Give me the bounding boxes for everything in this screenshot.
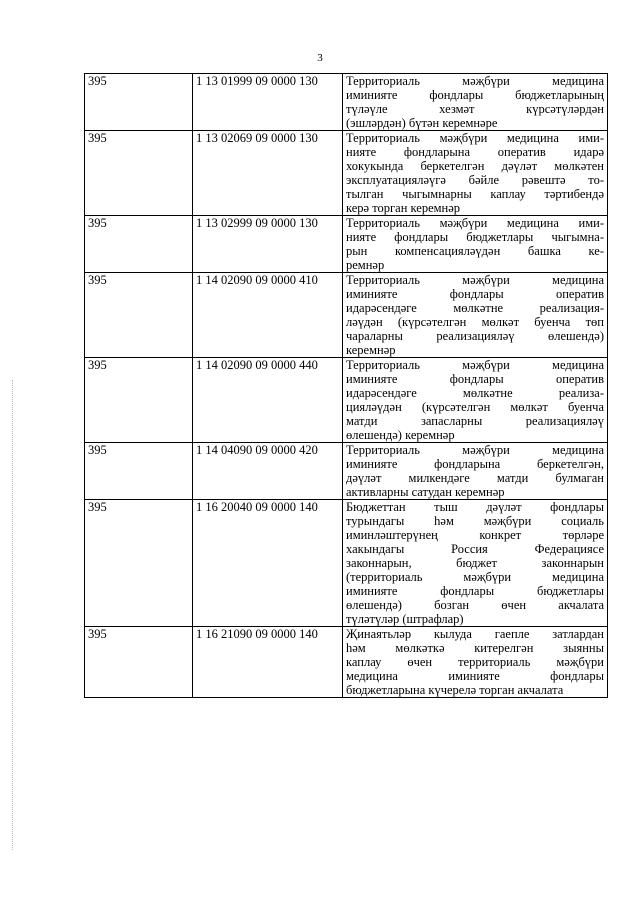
description-line: өлешендә) керемнәр [346,428,455,442]
description-line: законнарын, бюджет законнарын [346,556,604,570]
revenue-code-cell: 1 13 02999 09 0000 130 [193,216,343,273]
table-row [85,443,608,500]
description-line: (эшләрдән) бүтән керемнәре [346,116,498,130]
admin-code-cell: 395 [85,500,193,627]
table-row [85,358,608,443]
table-row [85,273,608,358]
description-line: һәм мөлкәткә китерелгән зыянны [346,641,604,655]
admin-code-cell: 395 [85,443,193,500]
description-line: тылган чыгымнарны каплау тәртибендә [346,187,604,201]
description-line: өлешендә) бозган өчен акчалата [346,598,604,612]
description-cell [343,273,608,358]
description-line: Территориаль мәҗбүри медицина ими- [346,216,604,230]
table-row [85,131,608,216]
description-line: идарәсендәге мөлкәтне реализация- [346,301,604,315]
description-line: бюджетларына күчерелә торган акчалата [346,683,564,697]
admin-code-cell: 395 [85,273,193,358]
description-cell [343,74,608,131]
description-line: нияте фондларына оператив идарә [346,145,604,159]
admin-code-cell: 395 [85,358,193,443]
description-line: медицина иминияте фондлары [346,669,604,683]
description-line: турындагы һәм мәҗбүри социаль [346,514,604,528]
description-cell [343,627,608,698]
admin-code-cell: 395 [85,131,193,216]
table-row [85,627,608,698]
table-row [85,500,608,627]
description-line: Территориаль мәҗбүри медицина [346,273,604,287]
description-line: керемнәр [346,343,396,357]
revenue-code-cell: 1 14 04090 09 0000 420 [193,443,343,500]
description-line: матди запасларны реализацияләү [346,414,604,428]
description-line: иминияте фондлары бюджетларының [346,88,604,102]
description-line: активларны сатудан керемнәр [346,485,505,499]
description-cell [343,131,608,216]
description-line: идарәсендәге мөлкәтне реализа- [346,386,604,400]
revenue-code-cell: 1 13 02069 09 0000 130 [193,131,343,216]
description-cell [343,216,608,273]
description-line: Җинаятьләр кылуда гаепле затлардан [346,627,604,641]
description-line: хакындагы Россия Федерациясе [346,542,604,556]
description-line: каплау өчен территориаль мәҗбүри [346,655,604,669]
description-line: иминияте фондлары оператив [346,372,604,386]
description-line: Территориаль мәҗбүри медицина ими- [346,131,604,145]
description-cell [343,500,608,627]
description-line: ремнәр [346,258,385,272]
description-line: Территориаль мәҗбүри медицина [346,358,604,372]
revenue-code-cell: 1 14 02090 09 0000 410 [193,273,343,358]
table-row [85,74,608,131]
description-cell [343,443,608,500]
description-line: түләтүләр (штрафлар) [346,612,464,626]
description-line: керә торган керемнәр [346,201,461,215]
margin-dots [12,380,15,850]
description-line: чараларны реализацияләү өлешендә) [346,329,604,343]
description-line: рын компенсацияләүдән башка ке- [346,244,604,258]
revenue-codes-table [84,73,608,698]
admin-code-cell: 395 [85,627,193,698]
revenue-code-cell: 1 13 01999 09 0000 130 [193,74,343,131]
revenue-code-cell: 1 16 20040 09 0000 140 [193,500,343,627]
revenue-code-cell: 1 14 02090 09 0000 440 [193,358,343,443]
description-line: иминләштерүнең конкрет төрләре [346,528,604,542]
page-number: 3 [317,52,323,64]
description-line: иминияте фондлары оператив [346,287,604,301]
description-line: дәүләт милкендәге матди булмаган [346,471,604,485]
admin-code-cell: 395 [85,74,193,131]
description-line: түләүле хезмәт күрсәтүләрдән [346,102,604,116]
description-line: нияте фондлары бюджетлары чыгымна- [346,230,604,244]
description-line: Бюджеттан тыш дәүләт фондлары [346,500,604,514]
description-line: Территориаль мәҗбүри медицина [346,443,604,457]
table-row [85,216,608,273]
description-cell [343,358,608,443]
revenue-code-cell: 1 16 21090 09 0000 140 [193,627,343,698]
description-line: иминияте фондлары бюджетлары [346,584,604,598]
description-line: хокукында беркетелгән дәүләт мөлкәтен [346,159,604,173]
description-line: цияләүдән (күрсәтелгән мөлкәт буенча [346,400,604,414]
description-line: эксплуатацияләүгә бәйле рәвештә то- [346,173,604,187]
description-line: (территориаль мәҗбүри медицина [346,570,604,584]
description-line: Территориаль мәҗбүри медицина [346,74,604,88]
admin-code-cell: 395 [85,216,193,273]
description-line: иминияте фондларына беркетелгән, [346,457,604,471]
description-line: ләүдән (күрсәтелгән мөлкәт буенча төп [346,315,604,329]
